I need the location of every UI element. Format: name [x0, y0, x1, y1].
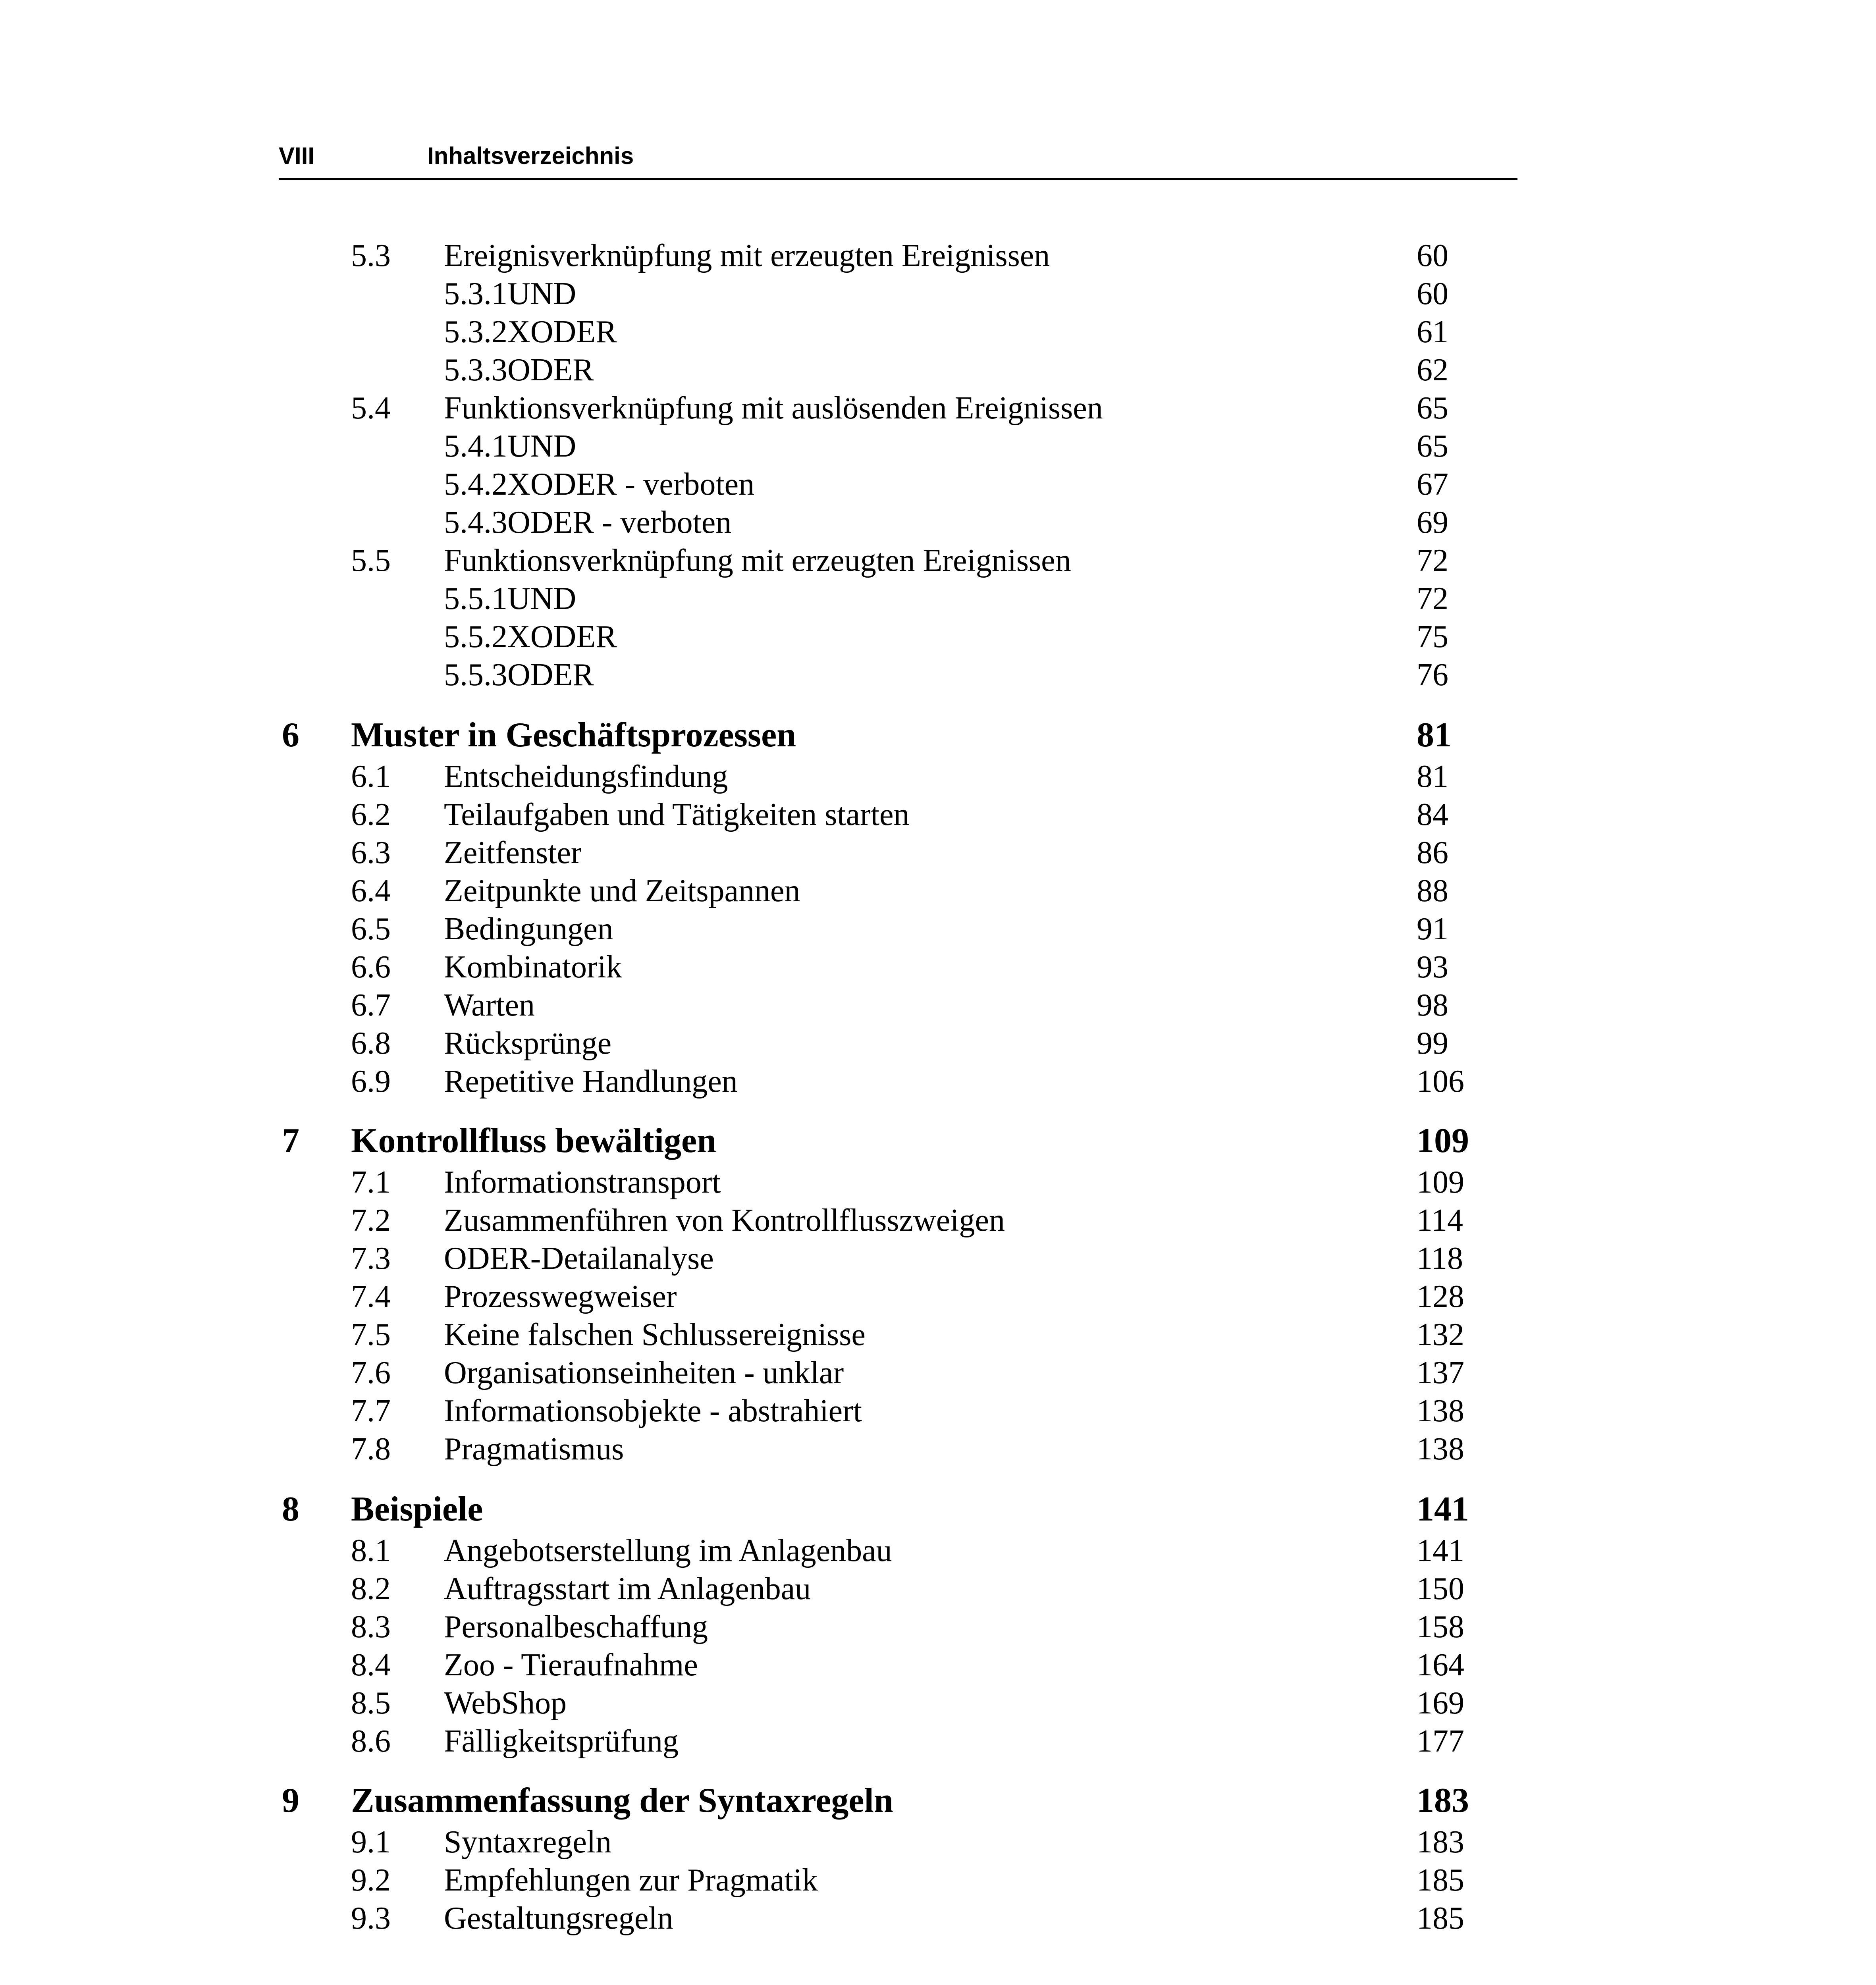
- page-ref: 158: [1417, 1609, 1464, 1644]
- subsection-title: 5.4.3ODER - verboten: [444, 505, 732, 540]
- section-title: Rücksprünge: [444, 1026, 612, 1061]
- page-ref: 109: [1417, 1122, 1469, 1160]
- section-title: Informationstransport: [444, 1165, 721, 1200]
- section-number: 5.3: [351, 238, 391, 273]
- section-title: Teilaufgaben und Tätigkeiten starten: [444, 797, 910, 832]
- section-title: Organisationseinheiten - unklar: [444, 1355, 844, 1390]
- chapter-number: 8: [282, 1490, 299, 1528]
- toc-entry-9-3[interactable]: [0, 1899, 1876, 1937]
- section-number: 7.7: [351, 1393, 391, 1428]
- section-number: 6.5: [351, 912, 391, 946]
- section-title: Warten: [444, 988, 535, 1023]
- chapter-title: Beispiele: [351, 1490, 483, 1528]
- subsection-title: 5.5.2XODER: [444, 619, 617, 654]
- toc-entry-8-5[interactable]: [0, 1684, 1876, 1722]
- page-ref: 76: [1417, 657, 1448, 692]
- subsection-title: 5.3.3ODER: [444, 353, 594, 387]
- page-ref: 65: [1417, 391, 1448, 426]
- page-ref: 60: [1417, 276, 1448, 311]
- section-title: Zusammenführen von Kontrollflusszweigen: [444, 1203, 1005, 1238]
- chapter-number: 9: [282, 1781, 299, 1820]
- section-title: Angebotserstellung im Anlagenbau: [444, 1533, 892, 1568]
- section-number: 7.4: [351, 1279, 391, 1314]
- section-number: 7.3: [351, 1241, 391, 1276]
- page-ref: 81: [1417, 759, 1448, 794]
- page-ref: 91: [1417, 912, 1448, 946]
- page-ref: 88: [1417, 873, 1448, 908]
- page-ref: 93: [1417, 950, 1448, 985]
- section-title: Personalbeschaffung: [444, 1609, 708, 1644]
- section-number: 6.7: [351, 988, 391, 1023]
- subsection-title: 5.4.1UND: [444, 429, 576, 464]
- toc-entry-6-5[interactable]: [0, 910, 1876, 948]
- section-number: 7.6: [351, 1355, 391, 1390]
- section-number: 6.4: [351, 873, 391, 908]
- page-ref: 99: [1417, 1026, 1448, 1061]
- subsection-title: 5.5.1UND: [444, 581, 576, 616]
- toc-entry-5-5-2[interactable]: [0, 618, 1876, 656]
- toc-entry-8-1[interactable]: [0, 1532, 1876, 1570]
- section-number: 8.4: [351, 1648, 391, 1682]
- toc-entry-9-1[interactable]: [0, 1823, 1876, 1861]
- toc-entry-5-3[interactable]: [0, 237, 1876, 275]
- chapter-title: Zusammenfassung der Syntaxregeln: [351, 1781, 893, 1820]
- section-number: 7.8: [351, 1432, 391, 1467]
- toc-entry-8-3[interactable]: [0, 1608, 1876, 1646]
- page-ref: 132: [1417, 1317, 1464, 1352]
- subsection-title: 5.3.1UND: [444, 276, 576, 311]
- section-number: 6.2: [351, 797, 391, 832]
- page-ref: 84: [1417, 797, 1448, 832]
- running-title: Inhaltsverzeichnis: [427, 143, 634, 169]
- page-ref: 183: [1417, 1781, 1469, 1820]
- page-ref: 81: [1417, 716, 1452, 754]
- toc-entry-5-5-3[interactable]: [0, 656, 1876, 694]
- section-number: 5.4: [351, 391, 391, 426]
- section-number: 6.1: [351, 759, 391, 794]
- toc-entry-7-3[interactable]: [0, 1239, 1876, 1278]
- toc-entry-8-4[interactable]: [0, 1646, 1876, 1684]
- section-title: Keine falschen Schlussereignisse: [444, 1317, 866, 1352]
- page-ref: 141: [1417, 1533, 1464, 1568]
- chapter-number: 6: [282, 716, 299, 754]
- page-ref: 72: [1417, 543, 1448, 578]
- subsection-title: 5.3.2XODER: [444, 314, 617, 349]
- page-ref: 118: [1417, 1241, 1463, 1276]
- toc-chapter-7[interactable]: [0, 1121, 1876, 1159]
- section-number: 6.8: [351, 1026, 391, 1061]
- toc-entry-5-4[interactable]: [0, 389, 1876, 427]
- running-header: [279, 142, 1517, 180]
- toc-entry-7-1[interactable]: [0, 1163, 1876, 1201]
- section-number: 5.5: [351, 543, 391, 578]
- toc-entry-5-4-3[interactable]: [0, 503, 1876, 542]
- page-ref: 72: [1417, 581, 1448, 616]
- section-number: 7.1: [351, 1165, 391, 1200]
- section-number: 9.1: [351, 1825, 391, 1860]
- section-title: Pragmatismus: [444, 1432, 624, 1467]
- toc-entry-5-5[interactable]: [0, 542, 1876, 580]
- section-title: Gestaltungsregeln: [444, 1901, 673, 1936]
- section-title: Fälligkeitsprüfung: [444, 1724, 679, 1759]
- toc-entry-7-5[interactable]: [0, 1316, 1876, 1354]
- toc-entry-7-2[interactable]: [0, 1201, 1876, 1239]
- toc-entry-7-6[interactable]: [0, 1354, 1876, 1392]
- section-title: Syntaxregeln: [444, 1825, 612, 1860]
- toc-entry-6-8[interactable]: [0, 1024, 1876, 1062]
- section-title: Ereignisverknüpfung mit erzeugten Ereignissen: [444, 238, 1050, 273]
- page-ref: 150: [1417, 1571, 1464, 1606]
- page-ref: 164: [1417, 1648, 1464, 1682]
- section-number: 8.1: [351, 1533, 391, 1568]
- section-number: 8.3: [351, 1609, 391, 1644]
- toc-entry-5-4-2[interactable]: [0, 465, 1876, 503]
- page-ref: 109: [1417, 1165, 1464, 1200]
- page-ref: 60: [1417, 238, 1448, 273]
- section-title: Funktionsverknüpfung mit auslösenden Ereignissen: [444, 391, 1103, 426]
- page-ref: 138: [1417, 1432, 1464, 1467]
- section-title: Zeitfenster: [444, 835, 582, 870]
- toc-entry-6-6[interactable]: [0, 948, 1876, 986]
- page-ref: 141: [1417, 1490, 1469, 1528]
- section-title: Auftragsstart im Anlagenbau: [444, 1571, 811, 1606]
- section-number: 8.6: [351, 1724, 391, 1759]
- toc-entry-5-3-1[interactable]: [0, 275, 1876, 313]
- page-ref: 106: [1417, 1064, 1464, 1099]
- section-title: Zoo - Tieraufnahme: [444, 1648, 698, 1682]
- page-number: VIII: [279, 143, 315, 169]
- page-ref: 65: [1417, 429, 1448, 464]
- toc-entry-6-1[interactable]: [0, 757, 1876, 796]
- page-ref: 114: [1417, 1203, 1463, 1238]
- section-title: Prozesswegweiser: [444, 1279, 677, 1314]
- subsection-title: 5.4.2XODER - verboten: [444, 467, 755, 502]
- page-ref: 98: [1417, 988, 1448, 1023]
- page-ref: 67: [1417, 467, 1448, 502]
- section-title: Kombinatorik: [444, 950, 622, 985]
- toc-entry-6-2[interactable]: [0, 796, 1876, 834]
- section-number: 6.3: [351, 835, 391, 870]
- toc-entry-5-4-1[interactable]: [0, 427, 1876, 465]
- section-number: 7.5: [351, 1317, 391, 1352]
- page-ref: 185: [1417, 1901, 1464, 1936]
- section-number: 8.5: [351, 1686, 391, 1721]
- toc-entry-5-3-2[interactable]: [0, 313, 1876, 351]
- section-number: 9.2: [351, 1863, 391, 1898]
- section-title: Empfehlungen zur Pragmatik: [444, 1863, 818, 1898]
- section-title: Bedingungen: [444, 912, 613, 946]
- section-number: 7.2: [351, 1203, 391, 1238]
- toc-chapter-8[interactable]: [0, 1490, 1876, 1528]
- toc-entry-7-7[interactable]: [0, 1392, 1876, 1430]
- section-number: 8.2: [351, 1571, 391, 1606]
- subsection-title: 5.5.3ODER: [444, 657, 594, 692]
- page-ref: 169: [1417, 1686, 1464, 1721]
- toc-entry-6-3[interactable]: [0, 834, 1876, 872]
- toc-entry-6-4[interactable]: [0, 872, 1876, 910]
- toc-entry-9-2[interactable]: [0, 1861, 1876, 1899]
- toc-chapter-9[interactable]: [0, 1781, 1876, 1819]
- chapter-title: Kontrollfluss bewältigen: [351, 1122, 717, 1160]
- page-ref: 177: [1417, 1724, 1464, 1759]
- chapter-number: 7: [282, 1122, 299, 1160]
- toc-entry-7-8[interactable]: [0, 1430, 1876, 1468]
- page-ref: 69: [1417, 505, 1448, 540]
- page-ref: 75: [1417, 619, 1448, 654]
- page-ref: 183: [1417, 1825, 1464, 1860]
- toc-entry-6-7[interactable]: [0, 986, 1876, 1024]
- section-title: Informationsobjekte - abstrahiert: [444, 1393, 862, 1428]
- toc-entry-5-3-3[interactable]: [0, 351, 1876, 389]
- page-ref: 128: [1417, 1279, 1464, 1314]
- section-number: 6.9: [351, 1064, 391, 1099]
- page-ref: 185: [1417, 1863, 1464, 1898]
- section-title: Zeitpunkte und Zeitspannen: [444, 873, 800, 908]
- page-ref: 62: [1417, 353, 1448, 387]
- section-title: Repetitive Handlungen: [444, 1064, 738, 1099]
- page-ref: 86: [1417, 835, 1448, 870]
- toc-chapter-6[interactable]: [0, 715, 1876, 754]
- section-title: ODER-Detailanalyse: [444, 1241, 714, 1276]
- page-ref: 61: [1417, 314, 1448, 349]
- section-title: WebShop: [444, 1686, 567, 1721]
- page-ref: 138: [1417, 1393, 1464, 1428]
- section-number: 9.3: [351, 1901, 391, 1936]
- toc-entry-8-2[interactable]: [0, 1570, 1876, 1608]
- toc-entry-7-4[interactable]: [0, 1278, 1876, 1316]
- section-title: Funktionsverknüpfung mit erzeugten Ereignissen: [444, 543, 1071, 578]
- toc-entry-8-6[interactable]: [0, 1722, 1876, 1760]
- toc-entry-6-9[interactable]: [0, 1062, 1876, 1100]
- toc-entry-5-5-1[interactable]: [0, 580, 1876, 618]
- section-title: Entscheidungsfindung: [444, 759, 728, 794]
- chapter-title: Muster in Geschäftsprozessen: [351, 716, 796, 754]
- section-number: 6.6: [351, 950, 391, 985]
- page-ref: 137: [1417, 1355, 1464, 1390]
